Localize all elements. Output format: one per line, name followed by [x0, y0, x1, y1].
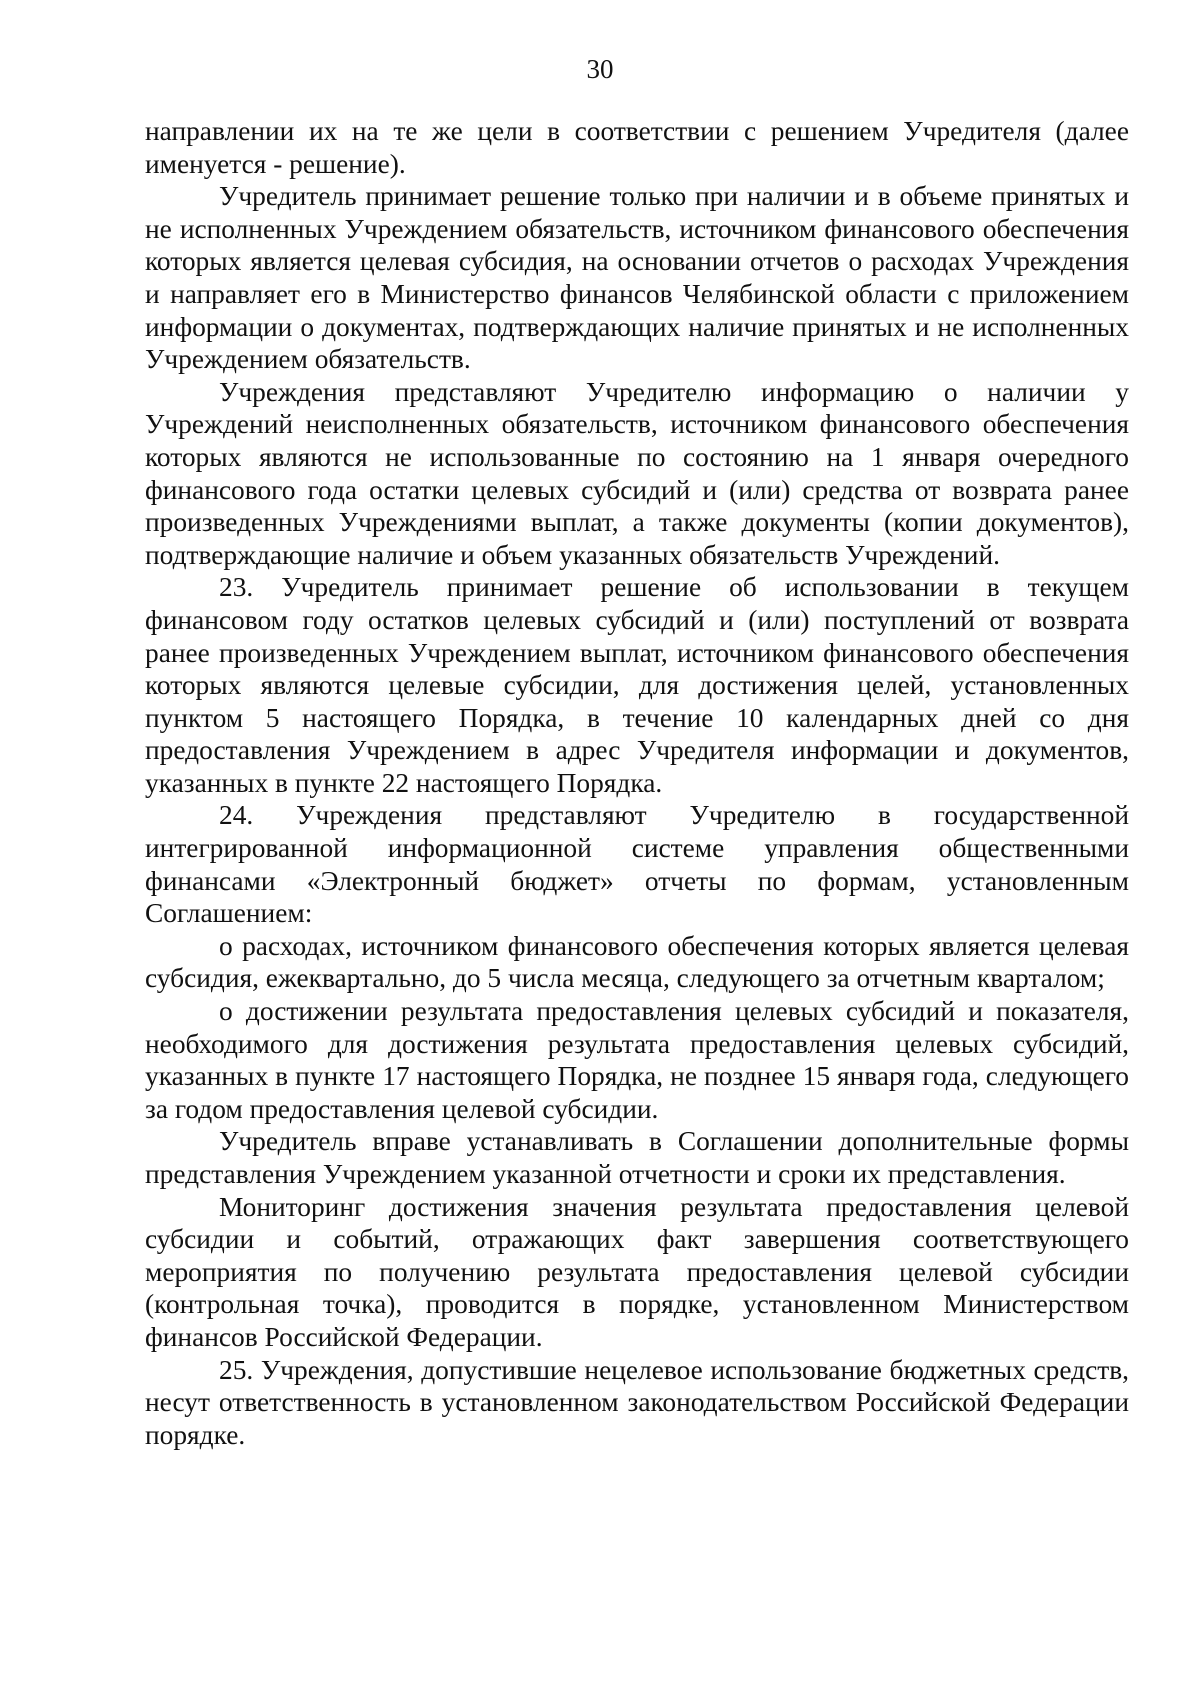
paragraph-item-25: 25. Учреждения, допустившие нецелевое использование бюджетных средств, несут ответственность в установленном законодательством Российской Федерации порядке. — [145, 1354, 1129, 1450]
paragraph-result-report: о достижении результата предоставления целевых субсидий и показателя, необходимого для достижения результата предоставления целевых субсидий, указанных в пункте 17 настоящего Порядка, не позднее 15 января года, следующего за годом предоставления целевой субсидии. — [145, 996, 1129, 1124]
paragraph-founder-decision: Учредитель принимает решение только при наличии и в объеме принятых и не исполненных Учреждением обязательств, источником финансового обеспечения которых является целевая субсидия, на основании отчетов о расходах Учреждения и направляет его в Министерство финансов Челябинской области с приложением информации о документах, подтверждающих наличие принятых и не исполненных Учреждением обязательств. — [145, 181, 1129, 375]
document-body — [145, 115, 1129, 1451]
paragraph-expense-report: о расходах, источником финансового обеспечения которых является целевая субсидия, ежеквартально, до 5 числа месяца, следующего за отчетным кварталом; — [145, 930, 1129, 994]
page-number: 30 — [586, 54, 614, 84]
paragraph-institutions-info: Учреждения представляют Учредителю информацию о наличии у Учреждений неисполненных обязательств, источником финансового обеспечения которых являются не использованные по состоянию на 1 января очередного финансового года остатки целевых субсидий и (или) средства от возврата ранее произведенных Учреждениями выплат, а также документы (копии документов), подтверждающие наличие и объем указанных обязательств Учреждений. — [145, 376, 1129, 570]
paragraph-additional-forms: Учредитель вправе устанавливать в Соглашении дополнительные формы представления Учреждением указанной отчетности и сроки их представления. — [145, 1126, 1129, 1189]
paragraph-monitoring: Мониторинг достижения значения результата предоставления целевой субсидии и событий, отражающих факт завершения соответствующего мероприятия по получению результата предоставления целевой субсидии (контрольная точка), проводится в порядке, установленном Министерством финансов Российской Федерации. — [145, 1191, 1129, 1352]
paragraph-item-23: 23. Учредитель принимает решение об использовании в текущем финансовом году остатков целевых субсидий и (или) поступлений от возврата ранее произведенных Учреждением выплат, источником финансового обеспечения которых являются целевые субсидии, для достижения целей, установленных пунктом 5 настоящего Порядка, в течение 10 календарных дней со дня предоставления Учреждением в адрес Учредителя информации и документов, указанных в пункте 22 настоящего Порядка. — [145, 572, 1129, 798]
paragraph-item-24: 24. Учреждения представляют Учредителю в государственной интегрированной информационной системе управления общественными финансами «Электронный бюджет» отчеты по формам, установленным Соглашением: — [145, 800, 1129, 929]
paragraph-continuation: направлении их на те же цели в соответствии с решением Учредителя (далее именуется - решение). — [145, 116, 1129, 179]
